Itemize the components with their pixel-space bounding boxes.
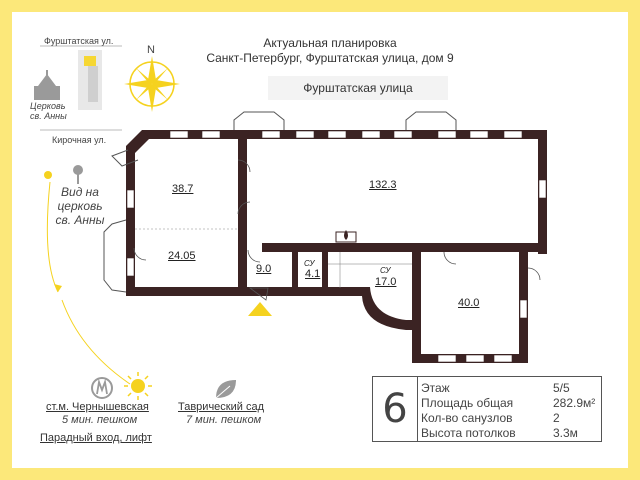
compass-north-label: N <box>147 44 155 56</box>
doors <box>134 160 540 300</box>
room-area-label: 38.7 <box>172 183 194 195</box>
apartment-info-panel <box>372 376 602 442</box>
sun-icon <box>124 372 152 400</box>
info-value: 2 <box>553 411 560 425</box>
room-area-label: 132.3 <box>369 179 397 191</box>
info-value: 282.9м² <box>553 396 596 410</box>
metro-icon <box>92 378 112 398</box>
minimap-church-label-1: Церковь <box>30 101 66 111</box>
leaf-icon <box>216 380 236 398</box>
view-note-line2: церковь <box>57 199 103 213</box>
info-value: 5/5 <box>553 381 570 395</box>
info-row <box>421 411 597 426</box>
garden-label: Таврический сад <box>178 401 264 413</box>
room-area-label: 9.0 <box>256 263 272 275</box>
view-note-line3: св. Анны <box>55 213 105 227</box>
minimap-street-top: Фурштатская ул. <box>44 36 114 46</box>
view-note-line1: Вид на <box>61 185 99 199</box>
minimap-street-bottom: Кирочная ул. <box>52 135 107 145</box>
street-label: Фурштатская улица <box>268 76 448 100</box>
info-key: Этаж <box>421 381 450 395</box>
bathroom-tag: СУ <box>304 259 315 268</box>
compass-rose-icon <box>124 56 180 112</box>
floor-plan-walls <box>126 130 547 363</box>
entrance-note: Парадный вход, лифт <box>40 432 152 444</box>
metro-station-label: ст.м. Чернышевская <box>46 401 149 413</box>
entrance-marker-icon <box>248 302 272 316</box>
room-area-label: 24.05 <box>168 250 196 262</box>
service-shaft <box>328 252 412 288</box>
church-icon <box>34 70 60 100</box>
info-key: Кол-во санузлов <box>421 411 513 425</box>
fireplace-icon <box>336 230 356 242</box>
room-area-label: 17.0 <box>375 276 397 288</box>
view-pin-icon <box>73 165 83 184</box>
minimap-church-label-2: св. Анны <box>30 111 67 121</box>
info-row <box>421 396 597 411</box>
bathroom-tag: СУ <box>380 266 391 275</box>
address-subtitle: Санкт-Петербург, Фурштатская улица, дом 9 <box>206 51 454 65</box>
info-key: Высота потолков <box>421 426 516 440</box>
info-value: 3.3м <box>553 426 578 440</box>
room-area-label: 40.0 <box>458 297 480 309</box>
garden-walk-time: 7 мин. пешком <box>186 414 262 426</box>
info-key: Площадь общая <box>421 396 514 410</box>
page-title: Актуальная планировка <box>263 36 397 50</box>
info-row <box>421 381 597 396</box>
metro-walk-time: 5 мин. пешком <box>62 414 138 426</box>
room-area-label: 4.1 <box>305 268 321 280</box>
floor-number: 6 <box>373 377 418 441</box>
info-row <box>421 426 597 441</box>
